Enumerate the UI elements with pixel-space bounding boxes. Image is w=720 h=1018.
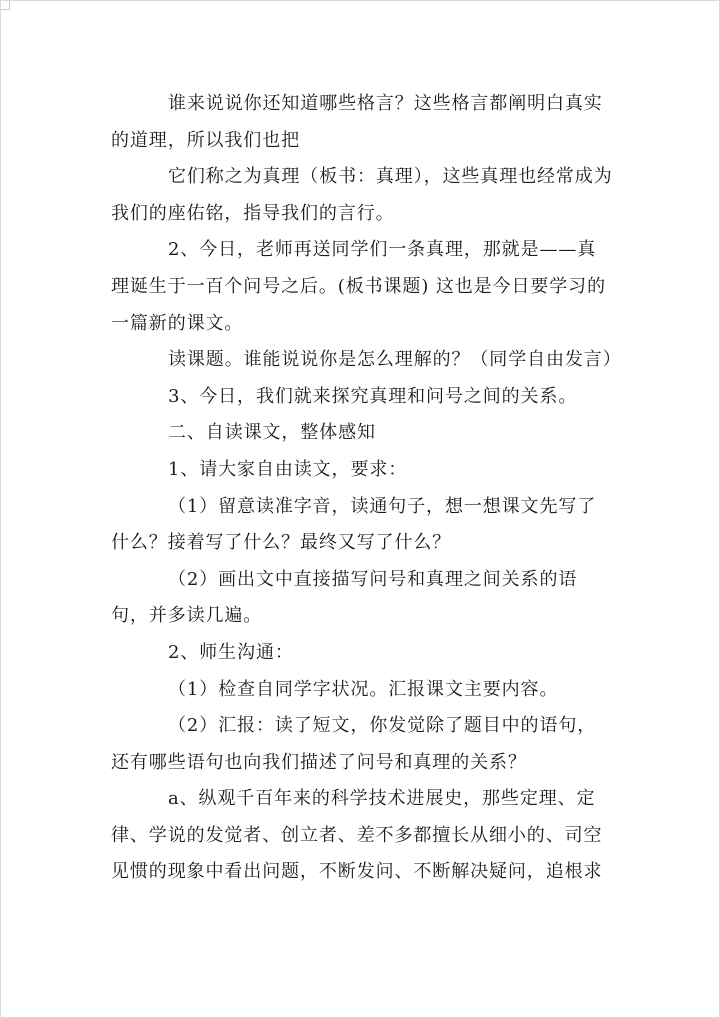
paragraph: 读课题。谁能说说你是怎么理解的？（同学自由发言） — [168, 349, 622, 371]
paragraph: 3、今日，我们就来探究真理和问号之间的关系。 — [168, 385, 578, 407]
page-corner-mark — [1, 1, 10, 10]
paragraph: 它们称之为真理（板书：真理），这些真理也经常成为我们的座佑铭，指导我们的言行。 — [111, 166, 613, 224]
section-heading: 二、自读课文，整体感知 — [168, 422, 376, 444]
paragraph: （1）留意读准字音，读通句子，想一想课文先写了什么？接着写了什么？最终又写了什么？ — [111, 495, 597, 554]
paragraph: 2、今日，老师再送同学们一条真理，那就是——真理诞生于一百个问号之后。(板书课题) 这也是今日要学习的一篇新的课文。 — [111, 239, 606, 334]
document-body — [111, 86, 622, 891]
paragraph: 1、请大家自由读文，要求： — [168, 458, 408, 480]
paragraph: （1）检查自同学字状况。汇报课文主要内容。 — [168, 678, 559, 700]
paragraph: （2）画出文中直接描写问号和真理之间关系的语句，并多读几遍。 — [111, 568, 578, 627]
paragraph: 谁来说说你还知道哪些格言？这些格言都阐明白真实的道理，所以我们也把 — [111, 93, 603, 151]
paragraph: （2）汇报：读了短文，你发觉除了题目中的语句，还有哪些语句也向我们描述了问号和真理的关系？ — [111, 715, 597, 773]
paragraph: 2、师生沟通： — [168, 641, 294, 663]
paragraph: a、纵观千百年来的科学技术进展史，那些定理、定律、学说的发觉者、创立者、差不多都擅长从细小的、司空见惯的现象中看出问题，不断发问、不断解决疑问，追根求 — [111, 788, 603, 883]
